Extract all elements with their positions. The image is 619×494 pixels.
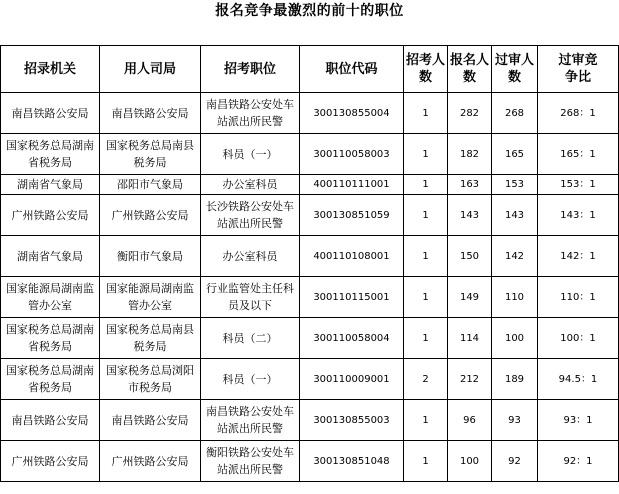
cell-quota: 1 [404,277,448,318]
cell-approved: 268 [492,93,538,134]
cell-bureau: 广州铁路公安局 [100,195,201,236]
header-code: 职位代码 [300,46,404,93]
cell-bureau: 南昌铁路公安局 [100,93,201,134]
header-approved: 过审人数 [492,46,538,93]
cell-applicants: 163 [448,175,492,195]
cell-position: 长沙铁路公安处车站派出所民警 [201,195,300,236]
cell-applicants: 212 [448,359,492,400]
cell-approved: 93 [492,400,538,441]
header-ratio: 过审竞争比 [538,46,619,93]
header-agency: 招录机关 [1,46,100,93]
cell-approved: 100 [492,318,538,359]
cell-code: 400110111001 [300,175,404,195]
table-row [1,93,619,134]
cell-code: 300130855003 [300,400,404,441]
cell-bureau: 广州铁路公安局 [100,441,201,482]
cell-approved: 165 [492,134,538,175]
cell-agency: 广州铁路公安局 [1,195,100,236]
table-row [1,236,619,277]
table-row [1,134,619,175]
cell-agency: 广州铁路公安局 [1,441,100,482]
cell-code: 300130855004 [300,93,404,134]
cell-ratio: 100：1 [538,318,619,359]
cell-quota: 2 [404,359,448,400]
cell-agency: 南昌铁路公安局 [1,93,100,134]
cell-bureau: 衡阳市气象局 [100,236,201,277]
cell-bureau: 国家税务总局南县税务局 [100,318,201,359]
cell-ratio: 165：1 [538,134,619,175]
cell-quota: 1 [404,195,448,236]
cell-approved: 153 [492,175,538,195]
header-bureau: 用人司局 [100,46,201,93]
cell-agency: 湖南省气象局 [1,175,100,195]
cell-approved: 143 [492,195,538,236]
cell-code: 300130851059 [300,195,404,236]
table-row [1,318,619,359]
cell-position: 衡阳铁路公安处车站派出所民警 [201,441,300,482]
cell-applicants: 114 [448,318,492,359]
table-header-row [1,46,619,93]
cell-applicants: 96 [448,400,492,441]
cell-quota: 1 [404,175,448,195]
table-row [1,277,619,318]
header-quota: 招考人数 [404,46,448,93]
cell-code: 400110108001 [300,236,404,277]
cell-agency: 国家能源局湖南监管办公室 [1,277,100,318]
cell-bureau: 国家能源局湖南监管办公室 [100,277,201,318]
cell-quota: 1 [404,318,448,359]
cell-agency: 国家税务总局湖南省税务局 [1,318,100,359]
cell-ratio: 153：1 [538,175,619,195]
cell-position: 科员（一） [201,134,300,175]
cell-bureau: 国家税务总局浏阳市税务局 [100,359,201,400]
cell-ratio: 143：1 [538,195,619,236]
cell-approved: 142 [492,236,538,277]
competition-table [0,45,619,482]
table-row [1,441,619,482]
header-position: 招考职位 [201,46,300,93]
cell-applicants: 182 [448,134,492,175]
cell-quota: 1 [404,441,448,482]
cell-applicants: 282 [448,93,492,134]
cell-quota: 1 [404,400,448,441]
cell-applicants: 149 [448,277,492,318]
cell-applicants: 150 [448,236,492,277]
cell-position: 南昌铁路公安处车站派出所民警 [201,93,300,134]
cell-approved: 110 [492,277,538,318]
cell-agency: 国家税务总局湖南省税务局 [1,134,100,175]
cell-position: 行业监管处主任科员及以下 [201,277,300,318]
cell-ratio: 110：1 [538,277,619,318]
cell-ratio: 93：1 [538,400,619,441]
header-applicants: 报名人数 [448,46,492,93]
cell-applicants: 100 [448,441,492,482]
table-row [1,359,619,400]
cell-ratio: 94.5：1 [538,359,619,400]
cell-position: 科员（一） [201,359,300,400]
cell-agency: 国家税务总局湖南省税务局 [1,359,100,400]
cell-approved: 92 [492,441,538,482]
cell-code: 300110058003 [300,134,404,175]
cell-agency: 湖南省气象局 [1,236,100,277]
cell-position: 南昌铁路公安处车站派出所民警 [201,400,300,441]
cell-code: 300130851048 [300,441,404,482]
cell-quota: 1 [404,93,448,134]
cell-agency: 南昌铁路公安局 [1,400,100,441]
cell-code: 300110058004 [300,318,404,359]
cell-bureau: 国家税务总局南县税务局 [100,134,201,175]
cell-bureau: 南昌铁路公安局 [100,400,201,441]
table-row [1,175,619,195]
cell-position: 科员（二） [201,318,300,359]
page-title: 报名竞争最激烈的前十的职位 [215,3,404,19]
table-row [1,195,619,236]
cell-ratio: 92：1 [538,441,619,482]
cell-position: 办公室科员 [201,175,300,195]
cell-quota: 1 [404,236,448,277]
cell-code: 300110115001 [300,277,404,318]
cell-bureau: 邵阳市气象局 [100,175,201,195]
cell-applicants: 143 [448,195,492,236]
table-row [1,400,619,441]
cell-ratio: 142：1 [538,236,619,277]
cell-quota: 1 [404,134,448,175]
cell-code: 300110009001 [300,359,404,400]
cell-ratio: 268：1 [538,93,619,134]
cell-approved: 189 [492,359,538,400]
cell-position: 办公室科员 [201,236,300,277]
